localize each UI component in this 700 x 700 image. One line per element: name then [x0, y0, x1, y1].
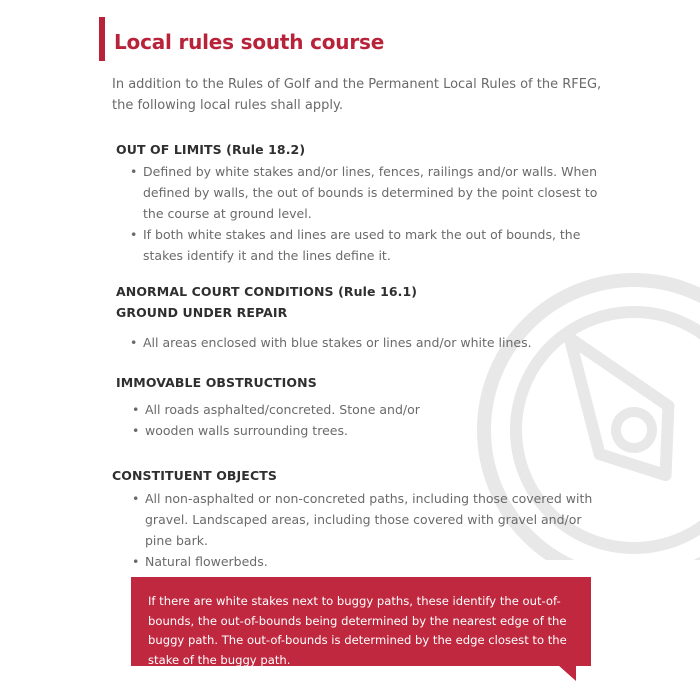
- section-heading-out-of-limits: OUT OF LIMITS (Rule 18.2): [116, 142, 306, 157]
- list-item: • All non-asphalted or non-concreted paths, including those covered with gravel. Landscaped areas, including those covered with gravel and/or pine bark.: [132, 488, 612, 551]
- list-item: • Defined by white stakes and/or lines, fences, railings and/or walls. When defined by walls, the out of bounds is determined by the point closest to the course at ground level.: [130, 161, 600, 224]
- list-item: • If both white stakes and lines are used to mark the out of bounds, the stakes identify it and the lines define it.: [130, 224, 600, 266]
- section-heading-constituent-objects: CONSTITUENT OBJECTS: [112, 468, 277, 483]
- title-accent-bar: [99, 17, 105, 61]
- section-heading-abnormal-conditions: ANORMAL COURT CONDITIONS (Rule 16.1): [116, 284, 418, 299]
- list-item: • Natural flowerbeds.: [132, 551, 612, 572]
- callout-tail: [558, 665, 576, 681]
- section-subheading-ground-under-repair: GROUND UNDER REPAIR: [116, 305, 288, 320]
- intro-paragraph: In addition to the Rules of Golf and the Permanent Local Rules of the RFEG, the following local rules shall apply.: [112, 77, 602, 113]
- list-item: • All roads asphalted/concreted. Stone and/or: [132, 399, 582, 420]
- list-item: • wooden walls surrounding trees.: [132, 420, 582, 441]
- callout-text: If there are white stakes next to buggy paths, these identify the out-of-bounds, the out-of-bounds being determined by the nearest edge of the buggy path. The out-of-bounds is determined by the edge closest to the stake of the buggy path.: [148, 594, 567, 667]
- out-of-limits-list: [130, 161, 600, 266]
- section-heading-immovable-obstructions: IMMOVABLE OBSTRUCTIONS: [116, 375, 317, 390]
- immovable-obstructions-list: [132, 399, 582, 441]
- page-title: Local rules south course: [114, 30, 385, 54]
- constituent-objects-list: [132, 488, 612, 572]
- callout-box: [131, 577, 591, 666]
- list-item: • All areas enclosed with blue stakes or lines and/or white lines.: [130, 332, 600, 353]
- ground-under-repair-list: [130, 332, 600, 353]
